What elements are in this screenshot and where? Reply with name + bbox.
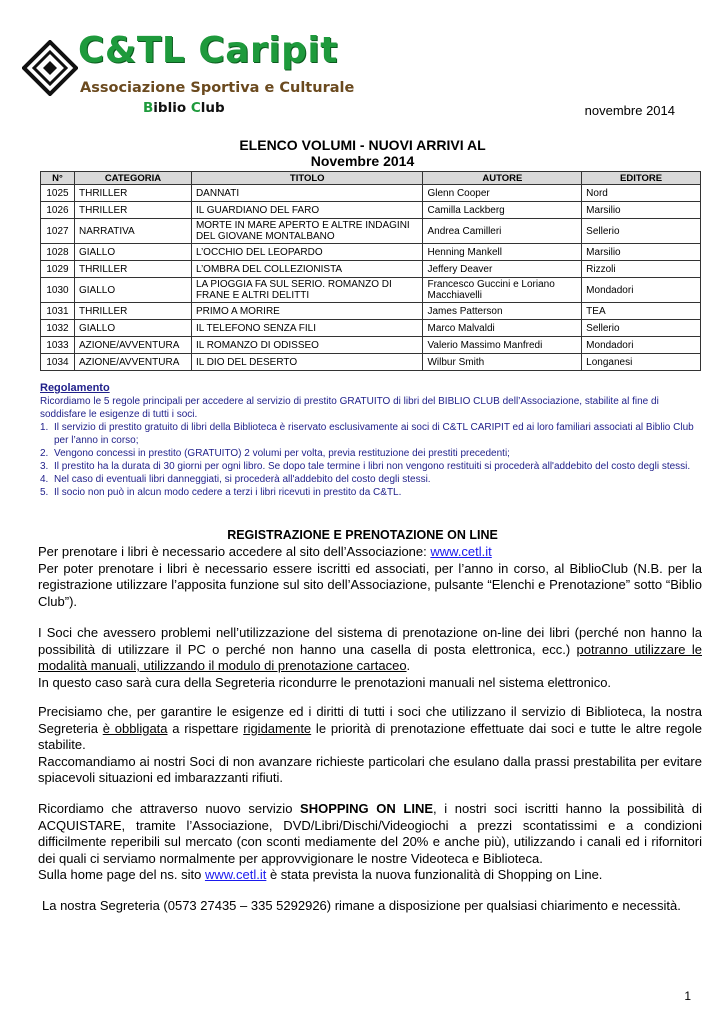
header-categoria: CATEGORIA xyxy=(74,172,191,185)
regolamento-section xyxy=(40,382,705,499)
list-item: 3. Il prestito ha la durata di 30 giorni per ogni libro. Se dopo tale termine i libri non vengono restituiti si procederà all'addebito del costo degli stessi. xyxy=(40,461,691,472)
regolamento-heading: Regolamento xyxy=(40,382,110,394)
table-row xyxy=(41,219,701,244)
cell-titolo: PRIMO A MORIRE xyxy=(191,303,423,320)
cell-editore: Mondadori xyxy=(582,278,701,303)
table-row xyxy=(41,303,701,320)
cell-titolo: L’OMBRA DEL COLLEZIONISTA xyxy=(191,261,423,278)
paragraph: Raccomandiamo ai nostri Soci di non avanzare richieste particolari che esulano dalla prassi prestabilita per evitare spiacevoli situazioni ed imbarazzanti rifiuti. xyxy=(38,753,702,785)
cell-autore: Jeffery Deaver xyxy=(423,261,582,278)
cell-autore: Andrea Camilleri xyxy=(423,219,582,244)
paragraph: I Soci che avessero problemi nell’utilizzazione del sistema di prenotazione on-line dei libri (perché non hanno la possibilità di utilizzare il PC o perché non hanno una casella di posta elettronica, ecc.) potranno utilizzare le modalità manuali, utilizzando il modulo di prenotazione cartaceo. xyxy=(38,625,702,673)
cell-autore: Wilbur Smith xyxy=(423,354,582,371)
cell-categoria: GIALLO xyxy=(74,244,191,261)
table-row xyxy=(41,354,701,371)
registrazione-block-3 xyxy=(38,704,702,787)
cell-categoria: THRILLER xyxy=(74,185,191,202)
page-title: ELENCO VOLUMI - NUOVI ARRIVI AL Novembre 2014 xyxy=(239,137,486,169)
regolamento-intro: Ricordiamo le 5 regole principali per accedere al servizio di prestito GRATUITO di libri del BIBLIO CLUB dell’Associazione, stabilite al fine di soddisfare le esigenze di tutti i soci. xyxy=(40,396,659,420)
list-item: 5. Il socio non può in alcun modo cedere a terzi i libri ricevuti in prestito da C&TL. xyxy=(40,487,402,498)
registrazione-block-4 xyxy=(38,801,702,884)
cell-editore: Mondadori xyxy=(582,337,701,354)
paragraph: La nostra Segreteria (0573 27435 – 335 5292926) rimane a disposizione per qualsiasi chiarimento e necessità. xyxy=(42,898,681,913)
cell-autore: Camilla Lackberg xyxy=(423,202,582,219)
brand-subtitle: Associazione Sportiva e Culturale xyxy=(80,80,355,96)
cell-categoria: NARRATIVA xyxy=(74,219,191,244)
cell-autore: Valerio Massimo Manfredi xyxy=(423,337,582,354)
header-autore: AUTORE xyxy=(423,172,582,185)
document-date: novembre 2014 xyxy=(584,103,675,118)
table-row xyxy=(41,202,701,219)
cell-num: 1034 xyxy=(41,354,75,371)
logo-diamond-icon xyxy=(22,40,78,96)
volumes-table xyxy=(40,171,701,371)
paragraph: Sulla home page del ns. sito www.cetl.it è stata prevista la nuova funzionalità di Shopping on Line. xyxy=(38,867,603,882)
cell-editore: Longanesi xyxy=(582,354,701,371)
registrazione-heading: REGISTRAZIONE E PRENOTAZIONE ON LINE xyxy=(227,528,498,542)
regolamento-list xyxy=(40,421,705,499)
header-titolo: TITOLO xyxy=(191,172,423,185)
cell-titolo: LA PIOGGIA FA SUL SERIO. ROMANZO DI FRANE E ALTRI DELITTI xyxy=(191,278,423,303)
table-row xyxy=(41,185,701,202)
page-number: 1 xyxy=(684,989,691,1003)
cell-num: 1031 xyxy=(41,303,75,320)
cell-categoria: GIALLO xyxy=(74,320,191,337)
biblio-club-label: Biblio Club xyxy=(143,100,225,116)
cell-editore: Nord xyxy=(582,185,701,202)
cell-autore: Francesco Guccini e Loriano Macchiavelli xyxy=(423,278,582,303)
cell-titolo: IL DIO DEL DESERTO xyxy=(191,354,423,371)
cell-editore: Marsilio xyxy=(582,202,701,219)
cell-editore: Marsilio xyxy=(582,244,701,261)
table-row xyxy=(41,244,701,261)
cell-editore: Rizzoli xyxy=(582,261,701,278)
table-header-row xyxy=(41,172,701,185)
cell-autore: James Patterson xyxy=(423,303,582,320)
cell-autore: Marco Malvaldi xyxy=(423,320,582,337)
cell-num: 1032 xyxy=(41,320,75,337)
cell-num: 1029 xyxy=(41,261,75,278)
cell-num: 1033 xyxy=(41,337,75,354)
cell-categoria: THRILLER xyxy=(74,303,191,320)
list-item: 4. Nel caso di eventuali libri danneggiati, si procederà all'addebito del costo degli stessi. xyxy=(40,474,431,485)
cell-autore: Henning Mankell xyxy=(423,244,582,261)
cell-categoria: AZIONE/AVVENTURA xyxy=(74,354,191,371)
cell-num: 1028 xyxy=(41,244,75,261)
cell-categoria: GIALLO xyxy=(74,278,191,303)
brand-name: C&TL Caripit xyxy=(78,30,338,71)
cell-num: 1027 xyxy=(41,219,75,244)
cell-num: 1030 xyxy=(41,278,75,303)
paragraph: Per prenotare i libri è necessario accedere al sito dell’Associazione: www.cetl.it xyxy=(38,544,492,559)
registrazione-block-5 xyxy=(42,898,706,915)
table-row xyxy=(41,261,701,278)
registrazione-block-2 xyxy=(38,625,702,691)
cell-titolo: IL ROMANZO DI ODISSEO xyxy=(191,337,423,354)
table-row xyxy=(41,337,701,354)
paragraph: In questo caso sarà cura della Segreteria ricondurre le prenotazioni manuali nel sistema elettronico. xyxy=(38,674,612,690)
cell-editore: TEA xyxy=(582,303,701,320)
table-row xyxy=(41,278,701,303)
site-link[interactable]: www.cetl.it xyxy=(430,544,492,559)
table-row xyxy=(41,320,701,337)
header-num: N° xyxy=(41,172,75,185)
cell-num: 1026 xyxy=(41,202,75,219)
cell-editore: Sellerio xyxy=(582,320,701,337)
paragraph: Ricordiamo che attraverso nuovo servizio SHOPPING ON LINE, i nostri soci iscritti hanno la possibilità di ACQUISTARE, tramite l’Associazione, DVD/Libri/Dischi/Videogiochi a prezzi scontatissimi e a condizioni difficilmente reperibili sul mercato (con sconti mediamente del 20% e anche più), utilizzando i canali ed i rifornitori dei quali ci serviamo normalmente per approvvigionare le nostre Videoteca e Biblioteca. xyxy=(38,801,702,866)
list-item: 2. Vengono concessi in prestito (GRATUITO) 2 volumi per volta, previa restituzione dei prestiti precedenti; xyxy=(40,448,510,459)
registrazione-block-1 xyxy=(38,544,702,610)
list-item: 1. Il servizio di prestito gratuito di libri della Biblioteca è riservato esclusivamente ai soci di C&TL CARIPIT ed ai loro familiari associati al Biblio Club per l’anno in corso; xyxy=(40,422,694,446)
cell-categoria: AZIONE/AVVENTURA xyxy=(74,337,191,354)
cell-titolo: MORTE IN MARE APERTO E ALTRE INDAGINI DEL GIOVANE MONTALBANO xyxy=(191,219,423,244)
cell-num: 1025 xyxy=(41,185,75,202)
cell-categoria: THRILLER xyxy=(74,261,191,278)
cell-editore: Sellerio xyxy=(582,219,701,244)
cell-titolo: IL TELEFONO SENZA FILI xyxy=(191,320,423,337)
cell-autore: Glenn Cooper xyxy=(423,185,582,202)
site-link[interactable]: www.cetl.it xyxy=(204,867,267,882)
cell-titolo: DANNATI xyxy=(191,185,423,202)
cell-categoria: THRILLER xyxy=(74,202,191,219)
cell-titolo: L’OCCHIO DEL LEOPARDO xyxy=(191,244,423,261)
paragraph: Precisiamo che, per garantire le esigenze ed i diritti di tutti i soci che utilizzano il servizio di Biblioteca, la nostra Segreteria è obbligata a rispettare rigidamente le priorità di prenotazione effettuate dai soci e tutte le altre regole stabilite. xyxy=(38,704,702,752)
header-editore: EDITORE xyxy=(582,172,701,185)
cell-titolo: IL GUARDIANO DEL FARO xyxy=(191,202,423,219)
paragraph: Per poter prenotare i libri è necessario essere iscritti ed associati, per l’anno in corso, al BiblioClub (N.B. per la registrazione utilizzare l’apposita funzione sul sito dell’Associazione, pulsante “Elenchi e Prenotazione” sotto “Biblio Club”). xyxy=(38,560,702,609)
